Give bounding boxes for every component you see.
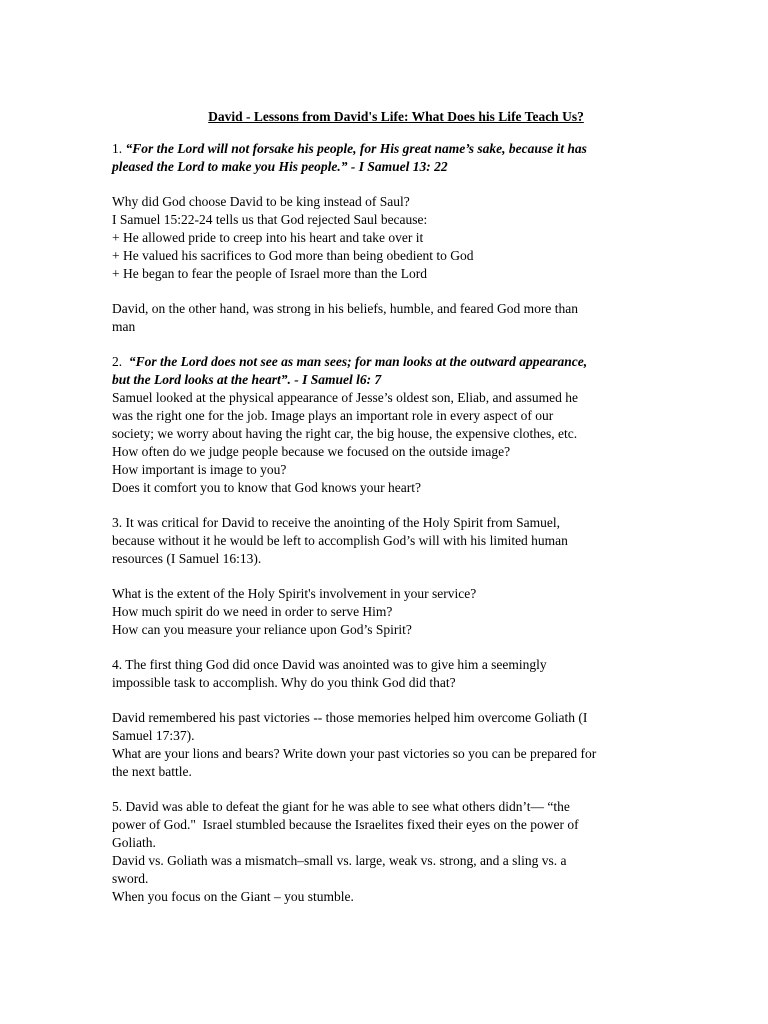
question-line: What is the extent of the Holy Spirit's involvement in your service? <box>112 586 477 601</box>
paragraph-line: What are your lions and bears? Write down your past victories so you can be prepared for <box>112 746 597 761</box>
section-1-quote <box>112 140 660 176</box>
paragraph-line: Samuel looked at the physical appearance of Jesse’s oldest son, Eliab, and assumed he <box>112 390 578 405</box>
paragraph-line: impossible task to accomplish. Why do you think God did that? <box>112 675 456 690</box>
paragraph-line: sword. <box>112 871 149 886</box>
paragraph-line: David remembered his past victories -- those memories helped him overcome Goliath (I <box>112 710 588 725</box>
paragraph-line: David vs. Goliath was a mismatch–small vs. large, weak vs. strong, and a sling vs. a <box>112 853 567 868</box>
paragraph-line: When you focus on the Giant – you stumble. <box>112 889 354 904</box>
paragraph-line: society; we worry about having the right car, the big house, the expensive clothes, etc. <box>112 426 578 441</box>
paragraph-line: 4. The first thing God did once David was anointed was to give him a seemingly <box>112 657 547 672</box>
question-line: Does it comfort you to know that God knows your heart? <box>112 480 421 495</box>
paragraph-line: Samuel 17:37). <box>112 728 195 743</box>
paragraph-line: 3. It was critical for David to receive the anointing of the Holy Spirit from Samuel, <box>112 515 561 530</box>
question-line: How much spirit do we need in order to serve Him? <box>112 604 393 619</box>
paragraph-line: was the right one for the job. Image plays an important role in every aspect of our <box>112 408 554 423</box>
bullet-line: + He allowed pride to creep into his heart and take over it <box>112 230 424 245</box>
paragraph-line: resources (I Samuel 16:13). <box>112 551 262 566</box>
section-1-quote-text-1: “For the Lord will not forsake his people, for His great name’s sake, because it has <box>125 141 587 156</box>
bullet-line: + He valued his sacrifices to God more than being obedient to God <box>112 248 474 263</box>
section-1-quote-line-1 <box>112 140 660 158</box>
section-2-quote-line-2: but the Lord looks at the heart”. - I Samuel l6: 7 <box>112 372 382 387</box>
paragraph-line: I Samuel 15:22-24 tells us that God rejected Saul because: <box>112 212 428 227</box>
section-1-why-saul-rejected <box>112 193 660 283</box>
paragraph-line: 5. David was able to defeat the giant for he was able to see what others didn’t— “the <box>112 799 570 814</box>
section-1-number: 1. <box>112 141 126 156</box>
paragraph-line: man <box>112 319 136 334</box>
section-2 <box>112 353 660 497</box>
section-2-number: 2. <box>112 354 129 369</box>
section-1-david-paragraph <box>112 300 660 336</box>
question-line: How can you measure your reliance upon God’s Spirit? <box>112 622 412 637</box>
paragraph-line: power of God." Israel stumbled because the Israelites fixed their eyes on the power of <box>112 817 579 832</box>
paragraph-line: Goliath. <box>112 835 156 850</box>
paragraph-line: the next battle. <box>112 764 192 779</box>
paragraph-line: Why did God choose David to be king instead of Saul? <box>112 194 410 209</box>
section-2-quote-line-1 <box>112 353 660 371</box>
section-4 <box>112 656 660 692</box>
section-5 <box>112 798 660 906</box>
question-line: How often do we judge people because we focused on the outside image? <box>112 444 511 459</box>
paragraph-line: David, on the other hand, was strong in his beliefs, humble, and feared God more than <box>112 301 579 316</box>
document-page <box>112 108 660 923</box>
section-3-questions <box>112 585 660 639</box>
section-1-quote-line-2: pleased the Lord to make you His people.” - I Samuel 13: 22 <box>112 159 448 174</box>
document-title: David - Lessons from David's Life: What Does his Life Teach Us? <box>208 109 584 124</box>
bullet-line: + He began to fear the people of Israel more than the Lord <box>112 266 427 281</box>
section-4-reflection <box>112 709 660 781</box>
section-3 <box>112 514 660 568</box>
paragraph-line: because without it he would be left to accomplish God’s will with his limited human <box>112 533 568 548</box>
section-2-quote-text-1: “For the Lord does not see as man sees; for man looks at the outward appearance, <box>128 354 588 369</box>
question-line: How important is image to you? <box>112 462 287 477</box>
